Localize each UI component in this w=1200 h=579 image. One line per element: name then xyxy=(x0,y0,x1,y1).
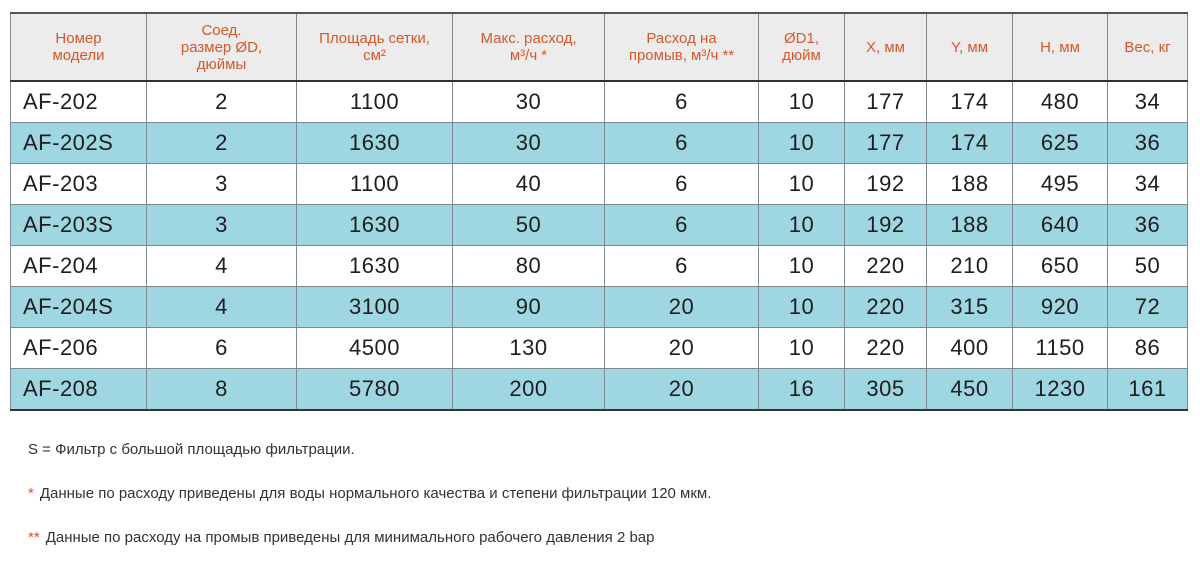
x-cell: 220 xyxy=(845,246,927,287)
column-header-connection-size xyxy=(147,13,297,81)
y-cell: 188 xyxy=(927,205,1013,246)
footnote-s xyxy=(28,440,711,460)
model-cell: AF-208 xyxy=(11,369,147,411)
table-row xyxy=(11,246,1188,287)
connection-size-cell: 3 xyxy=(147,164,297,205)
table-row xyxy=(11,123,1188,164)
max-flow-cell: 200 xyxy=(453,369,605,411)
d1-cell: 16 xyxy=(759,369,845,411)
wash-flow-cell: 6 xyxy=(605,246,759,287)
weight-cell: 86 xyxy=(1108,328,1188,369)
header-row xyxy=(11,13,1188,81)
column-header-line: Y, мм xyxy=(950,38,989,56)
weight-cell: 34 xyxy=(1108,81,1188,123)
column-header-y-dim xyxy=(927,13,1013,81)
x-cell: 220 xyxy=(845,328,927,369)
h-cell: 920 xyxy=(1013,287,1108,328)
footnote-star1-text: Данные по расходу приведены для воды нормального качества и степени фильтрации 120 мкм. xyxy=(39,485,712,502)
h-cell: 650 xyxy=(1013,246,1108,287)
model-cell: AF-204 xyxy=(11,246,147,287)
mesh-area-cell: 1630 xyxy=(297,123,453,164)
weight-cell: 50 xyxy=(1108,246,1188,287)
column-header-max-flow xyxy=(453,13,605,81)
mesh-area-cell: 5780 xyxy=(297,369,453,411)
y-cell: 188 xyxy=(927,164,1013,205)
column-header-line: модели xyxy=(52,47,105,64)
max-flow-cell: 30 xyxy=(453,81,605,123)
y-cell: 450 xyxy=(927,369,1013,411)
y-cell: 210 xyxy=(927,246,1013,287)
model-cell: AF-203S xyxy=(11,205,147,246)
wash-flow-cell: 20 xyxy=(605,369,759,411)
x-cell: 177 xyxy=(845,81,927,123)
connection-size-cell: 4 xyxy=(147,287,297,328)
connection-size-cell: 3 xyxy=(147,205,297,246)
x-cell: 192 xyxy=(845,164,927,205)
mesh-area-cell: 1630 xyxy=(297,205,453,246)
x-cell: 305 xyxy=(845,369,927,411)
footnotes xyxy=(28,440,711,548)
d1-cell: 10 xyxy=(759,123,845,164)
h-cell: 480 xyxy=(1013,81,1108,123)
connection-size-cell: 6 xyxy=(147,328,297,369)
max-flow-cell: 50 xyxy=(453,205,605,246)
connection-size-cell: 2 xyxy=(147,123,297,164)
column-header-line: ØD1, xyxy=(783,30,819,47)
model-cell: AF-202 xyxy=(11,81,147,123)
footnote-star2-text: Данные по расходу на промыв приведены для минимального рабочего давления 2 bар xyxy=(45,529,655,546)
d1-cell: 10 xyxy=(759,164,845,205)
y-cell: 315 xyxy=(927,287,1013,328)
table-row xyxy=(11,205,1188,246)
footnote-star2-mark: ** xyxy=(28,529,40,546)
d1-cell: 10 xyxy=(759,81,845,123)
mesh-area-cell: 3100 xyxy=(297,287,453,328)
footnote-star1-mark: * xyxy=(28,485,34,502)
x-cell: 192 xyxy=(845,205,927,246)
column-header-line: Номер xyxy=(55,30,102,47)
column-header-line: Соед. xyxy=(201,21,242,39)
column-header-line: Расход на xyxy=(646,30,717,47)
h-cell: 495 xyxy=(1013,164,1108,205)
model-cell: AF-204S xyxy=(11,287,147,328)
wash-flow-cell: 20 xyxy=(605,287,759,328)
footnote-star1 xyxy=(28,484,711,504)
h-cell: 640 xyxy=(1013,205,1108,246)
mesh-area-cell: 1100 xyxy=(297,81,453,123)
column-header-line: Вес, кг xyxy=(1124,38,1171,56)
model-cell: AF-203 xyxy=(11,164,147,205)
y-cell: 174 xyxy=(927,81,1013,123)
column-header-line: размер ØD, xyxy=(180,38,263,56)
wash-flow-cell: 6 xyxy=(605,81,759,123)
column-header-x-dim xyxy=(845,13,927,81)
column-header-line: H, мм xyxy=(1040,38,1080,56)
spec-table xyxy=(10,12,1188,411)
wash-flow-cell: 6 xyxy=(605,123,759,164)
column-header-weight xyxy=(1108,13,1188,81)
column-header-line: дюймы xyxy=(196,55,247,73)
connection-size-cell: 4 xyxy=(147,246,297,287)
max-flow-cell: 80 xyxy=(453,246,605,287)
column-header-h-dim xyxy=(1013,13,1108,81)
weight-cell: 36 xyxy=(1108,205,1188,246)
column-header-line: промыв, м³/ч ** xyxy=(628,47,735,64)
connection-size-cell: 8 xyxy=(147,369,297,411)
h-cell: 625 xyxy=(1013,123,1108,164)
wash-flow-cell: 6 xyxy=(605,205,759,246)
footnote-s-text: S = Фильтр с большой площадью фильтрации. xyxy=(28,441,355,458)
table-row xyxy=(11,328,1188,369)
weight-cell: 161 xyxy=(1108,369,1188,411)
column-header-line: м³/ч * xyxy=(509,47,548,64)
table-row xyxy=(11,164,1188,205)
table-body xyxy=(11,81,1188,410)
weight-cell: 36 xyxy=(1108,123,1188,164)
d1-cell: 10 xyxy=(759,328,845,369)
column-header-line: см² xyxy=(363,47,386,64)
max-flow-cell: 90 xyxy=(453,287,605,328)
model-cell: AF-206 xyxy=(11,328,147,369)
column-header-wash-flow xyxy=(605,13,759,81)
column-header-line: дюйм xyxy=(782,47,821,64)
weight-cell: 72 xyxy=(1108,287,1188,328)
d1-cell: 10 xyxy=(759,287,845,328)
h-cell: 1150 xyxy=(1013,328,1108,369)
max-flow-cell: 30 xyxy=(453,123,605,164)
mesh-area-cell: 4500 xyxy=(297,328,453,369)
column-header-d1 xyxy=(759,13,845,81)
footnote-star2 xyxy=(28,528,711,548)
x-cell: 177 xyxy=(845,123,927,164)
y-cell: 400 xyxy=(927,328,1013,369)
table-row xyxy=(11,81,1188,123)
table-row xyxy=(11,287,1188,328)
y-cell: 174 xyxy=(927,123,1013,164)
max-flow-cell: 40 xyxy=(453,164,605,205)
wash-flow-cell: 6 xyxy=(605,164,759,205)
column-header-mesh-area xyxy=(297,13,453,81)
mesh-area-cell: 1630 xyxy=(297,246,453,287)
table-row xyxy=(11,369,1188,411)
mesh-area-cell: 1100 xyxy=(297,164,453,205)
connection-size-cell: 2 xyxy=(147,81,297,123)
model-cell: AF-202S xyxy=(11,123,147,164)
h-cell: 1230 xyxy=(1013,369,1108,411)
column-header-line: X, мм xyxy=(866,38,905,56)
column-header-model xyxy=(11,13,147,81)
weight-cell: 34 xyxy=(1108,164,1188,205)
max-flow-cell: 130 xyxy=(453,328,605,369)
column-header-line: Макс. расход, xyxy=(480,30,577,47)
d1-cell: 10 xyxy=(759,246,845,287)
column-header-line: Площадь сетки, xyxy=(319,30,430,47)
wash-flow-cell: 20 xyxy=(605,328,759,369)
d1-cell: 10 xyxy=(759,205,845,246)
x-cell: 220 xyxy=(845,287,927,328)
